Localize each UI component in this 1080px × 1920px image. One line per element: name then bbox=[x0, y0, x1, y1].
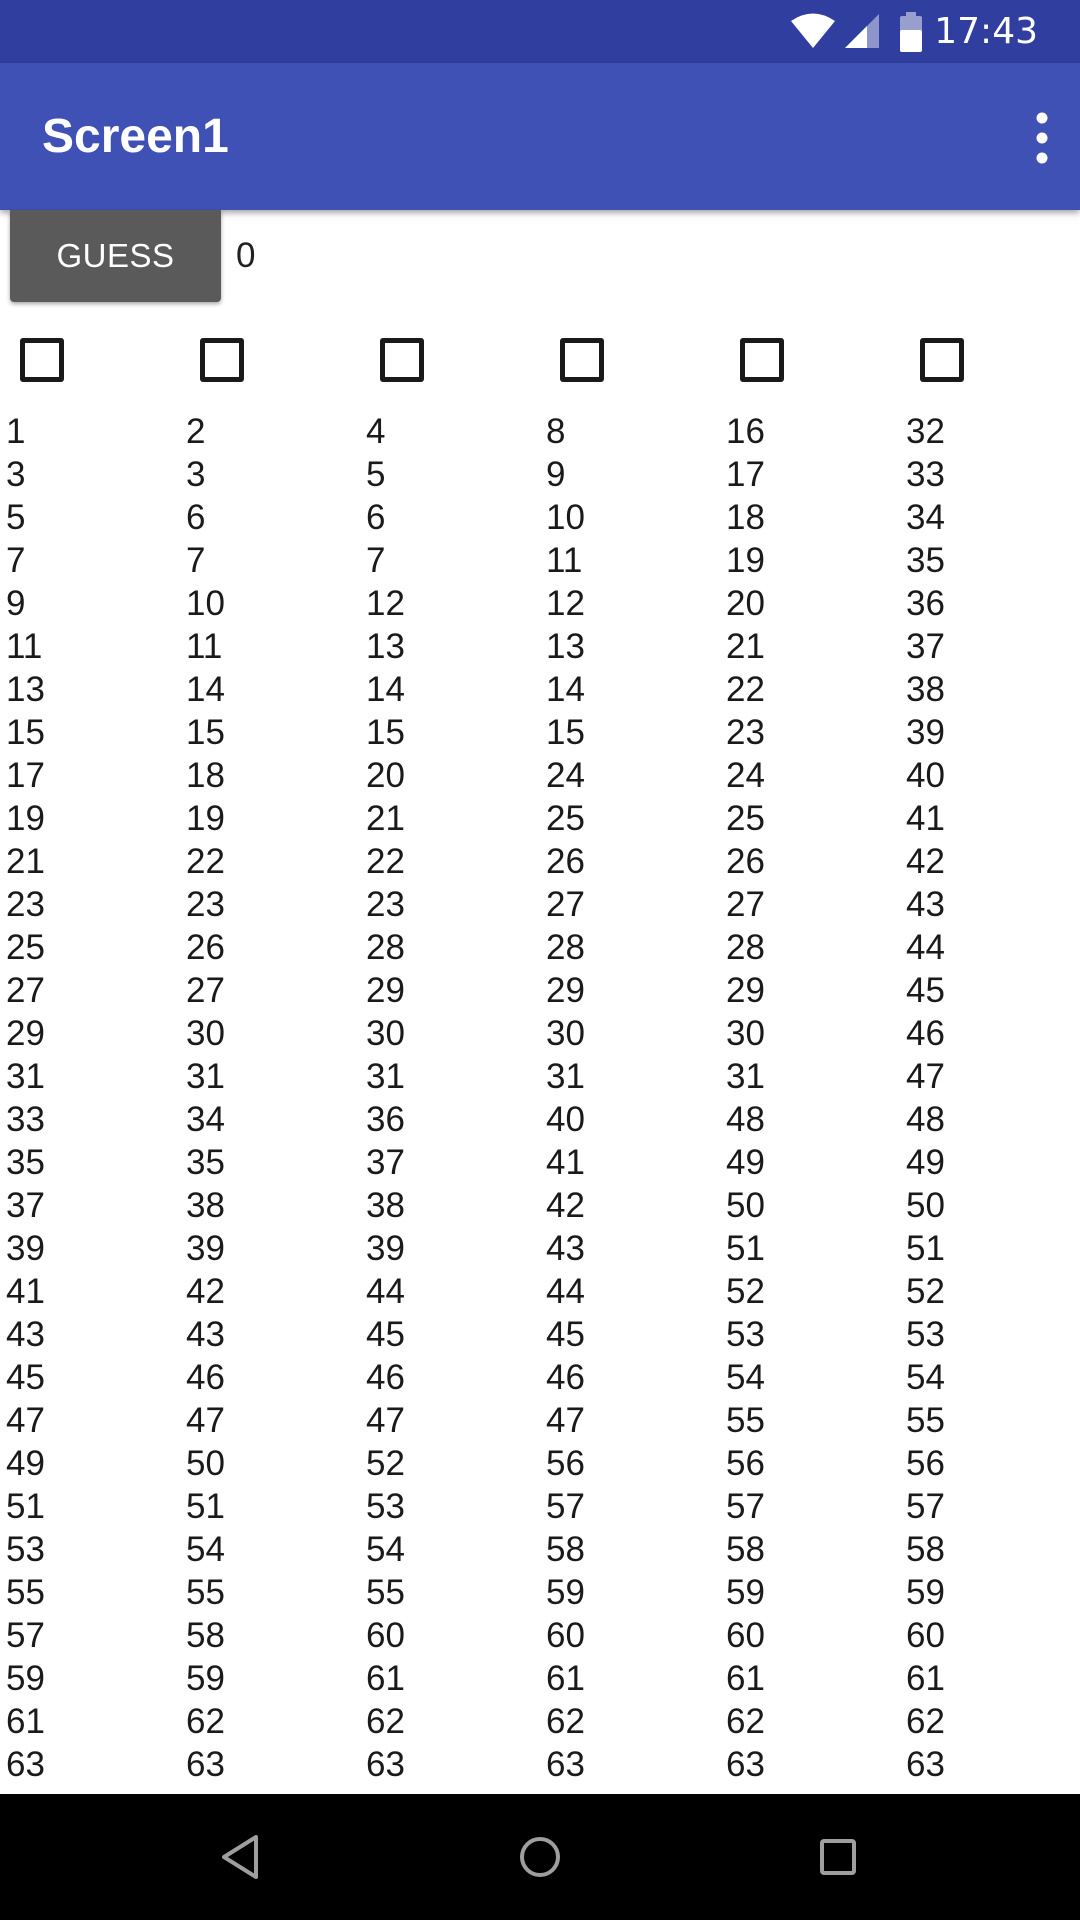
number-cell: 22 bbox=[726, 670, 765, 709]
number-cell: 51 bbox=[6, 1487, 45, 1526]
number-cell: 47 bbox=[6, 1401, 45, 1440]
number-cell: 29 bbox=[366, 971, 405, 1010]
number-cell: 29 bbox=[6, 1014, 45, 1053]
checkbox-column-3[interactable] bbox=[380, 338, 424, 382]
number-cell: 10 bbox=[546, 498, 585, 537]
battery-icon bbox=[898, 12, 924, 52]
number-cell: 48 bbox=[726, 1100, 765, 1139]
number-cell: 18 bbox=[726, 498, 765, 537]
number-cell: 54 bbox=[906, 1358, 945, 1397]
number-cell: 21 bbox=[726, 627, 765, 666]
number-cell: 39 bbox=[366, 1229, 405, 1268]
number-cell: 35 bbox=[186, 1143, 225, 1182]
number-cell: 45 bbox=[6, 1358, 45, 1397]
number-cell: 43 bbox=[6, 1315, 45, 1354]
number-cell: 23 bbox=[366, 885, 405, 924]
number-cell: 39 bbox=[906, 713, 945, 752]
number-cell: 45 bbox=[366, 1315, 405, 1354]
number-cell: 11 bbox=[546, 541, 583, 580]
number-cell: 22 bbox=[366, 842, 405, 881]
back-button[interactable] bbox=[211, 1827, 271, 1887]
number-cell: 53 bbox=[726, 1315, 765, 1354]
number-cell: 55 bbox=[906, 1401, 945, 1440]
number-cell: 22 bbox=[186, 842, 225, 881]
checkbox-column-4[interactable] bbox=[560, 338, 604, 382]
number-cell: 47 bbox=[186, 1401, 225, 1440]
number-cell: 63 bbox=[186, 1745, 225, 1784]
overflow-menu-icon bbox=[1012, 93, 1072, 183]
number-cell: 37 bbox=[6, 1186, 45, 1225]
number-cell: 30 bbox=[186, 1014, 225, 1053]
number-cell: 32 bbox=[906, 412, 945, 451]
number-cell: 59 bbox=[726, 1573, 765, 1612]
number-cell: 42 bbox=[186, 1272, 225, 1311]
number-cell: 60 bbox=[366, 1616, 405, 1655]
guess-button[interactable]: GUESS bbox=[10, 210, 221, 302]
number-cell: 27 bbox=[546, 885, 585, 924]
number-cell: 33 bbox=[906, 455, 945, 494]
number-cell: 60 bbox=[726, 1616, 765, 1655]
number-cell: 12 bbox=[366, 584, 405, 623]
number-cell: 60 bbox=[546, 1616, 585, 1655]
number-column-4 bbox=[546, 410, 706, 1786]
number-cell: 7 bbox=[366, 541, 386, 580]
number-cell: 56 bbox=[726, 1444, 765, 1483]
number-cell: 17 bbox=[726, 455, 765, 494]
number-cell: 36 bbox=[366, 1100, 405, 1139]
number-cell: 49 bbox=[726, 1143, 765, 1182]
number-cell: 15 bbox=[366, 713, 405, 752]
number-cell: 8 bbox=[546, 412, 566, 451]
number-cell: 3 bbox=[6, 455, 26, 494]
number-cell: 56 bbox=[546, 1444, 585, 1483]
number-column-6 bbox=[906, 410, 1066, 1786]
number-cell: 56 bbox=[906, 1444, 945, 1483]
number-cell: 50 bbox=[186, 1444, 225, 1483]
back-icon bbox=[211, 1827, 271, 1887]
number-cell: 16 bbox=[726, 412, 765, 451]
number-cell: 25 bbox=[6, 928, 45, 967]
number-cell: 1 bbox=[6, 412, 26, 451]
number-cell: 62 bbox=[546, 1702, 585, 1741]
number-column-2 bbox=[186, 410, 346, 1786]
number-cell: 19 bbox=[186, 799, 225, 838]
number-cell: 41 bbox=[6, 1272, 45, 1311]
number-column-3 bbox=[366, 410, 526, 1786]
status-bar bbox=[0, 0, 1080, 63]
number-cell: 13 bbox=[6, 670, 45, 709]
number-cell: 35 bbox=[6, 1143, 45, 1182]
number-cell: 59 bbox=[546, 1573, 585, 1612]
number-cell: 15 bbox=[546, 713, 585, 752]
number-cell: 53 bbox=[906, 1315, 945, 1354]
number-cell: 54 bbox=[186, 1530, 225, 1569]
number-cell: 59 bbox=[186, 1659, 225, 1698]
number-cell: 34 bbox=[186, 1100, 225, 1139]
number-cell: 49 bbox=[906, 1143, 945, 1182]
number-cell: 58 bbox=[186, 1616, 225, 1655]
number-cell: 7 bbox=[186, 541, 206, 580]
number-cell: 5 bbox=[366, 455, 386, 494]
number-cell: 60 bbox=[906, 1616, 945, 1655]
number-cell: 27 bbox=[726, 885, 765, 924]
number-cell: 43 bbox=[906, 885, 945, 924]
number-cell: 59 bbox=[906, 1573, 945, 1612]
number-cell: 3 bbox=[186, 455, 206, 494]
overflow-menu-button[interactable] bbox=[1012, 93, 1072, 183]
number-cell: 15 bbox=[6, 713, 45, 752]
home-icon bbox=[510, 1827, 570, 1887]
number-cell: 47 bbox=[546, 1401, 585, 1440]
number-cell: 47 bbox=[366, 1401, 405, 1440]
number-cell: 9 bbox=[546, 455, 566, 494]
recents-icon bbox=[808, 1827, 868, 1887]
number-cell: 2 bbox=[186, 412, 206, 451]
recents-button[interactable] bbox=[808, 1827, 868, 1887]
number-cell: 45 bbox=[546, 1315, 585, 1354]
number-cell: 28 bbox=[546, 928, 585, 967]
number-cell: 46 bbox=[546, 1358, 585, 1397]
number-cell: 53 bbox=[6, 1530, 45, 1569]
number-cell: 33 bbox=[6, 1100, 45, 1139]
number-cell: 31 bbox=[6, 1057, 45, 1096]
number-cell: 23 bbox=[726, 713, 765, 752]
number-cell: 23 bbox=[6, 885, 45, 924]
number-cell: 13 bbox=[546, 627, 585, 666]
number-cell: 42 bbox=[546, 1186, 585, 1225]
number-cell: 63 bbox=[546, 1745, 585, 1784]
number-cell: 6 bbox=[186, 498, 206, 537]
number-cell: 37 bbox=[906, 627, 945, 666]
number-cell: 43 bbox=[546, 1229, 585, 1268]
number-cell: 35 bbox=[906, 541, 945, 580]
number-cell: 15 bbox=[186, 713, 225, 752]
number-cell: 21 bbox=[6, 842, 45, 881]
number-cell: 58 bbox=[546, 1530, 585, 1569]
number-cell: 57 bbox=[906, 1487, 945, 1526]
number-cell: 27 bbox=[186, 971, 225, 1010]
number-cell: 31 bbox=[366, 1057, 405, 1096]
number-cell: 46 bbox=[906, 1014, 945, 1053]
number-cell: 38 bbox=[366, 1186, 405, 1225]
number-cell: 25 bbox=[726, 799, 765, 838]
number-cell: 14 bbox=[366, 670, 405, 709]
number-cell: 47 bbox=[906, 1057, 945, 1096]
number-cell: 54 bbox=[726, 1358, 765, 1397]
number-cell: 37 bbox=[366, 1143, 405, 1182]
navigation-bar bbox=[0, 1794, 1080, 1920]
checkbox-column-1[interactable] bbox=[20, 338, 64, 382]
number-cell: 14 bbox=[186, 670, 225, 709]
number-cell: 5 bbox=[6, 498, 26, 537]
number-cell: 44 bbox=[366, 1272, 405, 1311]
number-cell: 61 bbox=[366, 1659, 405, 1698]
number-cell: 13 bbox=[366, 627, 405, 666]
number-cell: 19 bbox=[6, 799, 45, 838]
number-cell: 26 bbox=[186, 928, 225, 967]
number-cell: 28 bbox=[366, 928, 405, 967]
checkbox-column-2[interactable] bbox=[200, 338, 244, 382]
number-cell: 48 bbox=[906, 1100, 945, 1139]
number-cell: 10 bbox=[186, 584, 225, 623]
number-cell: 31 bbox=[546, 1057, 585, 1096]
number-cell: 57 bbox=[6, 1616, 45, 1655]
number-cell: 42 bbox=[906, 842, 945, 881]
number-cell: 31 bbox=[186, 1057, 225, 1096]
checkbox-column-5[interactable] bbox=[740, 338, 784, 382]
home-button[interactable] bbox=[510, 1827, 570, 1887]
number-cell: 61 bbox=[906, 1659, 945, 1698]
number-cell: 55 bbox=[6, 1573, 45, 1612]
number-cell: 63 bbox=[6, 1745, 45, 1784]
number-cell: 36 bbox=[906, 584, 945, 623]
number-cell: 49 bbox=[6, 1444, 45, 1483]
number-cell: 52 bbox=[726, 1272, 765, 1311]
number-cell: 39 bbox=[186, 1229, 225, 1268]
number-cell: 51 bbox=[186, 1487, 225, 1526]
number-cell: 29 bbox=[546, 971, 585, 1010]
number-cell: 41 bbox=[906, 799, 945, 838]
number-cell: 62 bbox=[726, 1702, 765, 1741]
number-cell: 6 bbox=[366, 498, 386, 537]
number-cell: 40 bbox=[546, 1100, 585, 1139]
number-cell: 39 bbox=[6, 1229, 45, 1268]
signal-icon bbox=[843, 12, 881, 50]
number-cell: 11 bbox=[186, 627, 223, 666]
number-cell: 25 bbox=[546, 799, 585, 838]
number-cell: 44 bbox=[546, 1272, 585, 1311]
number-cell: 55 bbox=[186, 1573, 225, 1612]
number-cell: 20 bbox=[366, 756, 405, 795]
status-time: 17:43 bbox=[934, 11, 1038, 52]
number-cell: 28 bbox=[726, 928, 765, 967]
number-cell: 55 bbox=[366, 1573, 405, 1612]
number-cell: 58 bbox=[726, 1530, 765, 1569]
number-cell: 4 bbox=[366, 412, 386, 451]
number-cell: 62 bbox=[186, 1702, 225, 1741]
number-cell: 63 bbox=[726, 1745, 765, 1784]
app-bar bbox=[0, 63, 1080, 210]
number-cell: 38 bbox=[186, 1186, 225, 1225]
number-cell: 45 bbox=[906, 971, 945, 1010]
number-cell: 30 bbox=[726, 1014, 765, 1053]
number-cell: 17 bbox=[6, 756, 45, 795]
number-cell: 62 bbox=[366, 1702, 405, 1741]
number-cell: 20 bbox=[726, 584, 765, 623]
number-cell: 50 bbox=[726, 1186, 765, 1225]
number-cell: 55 bbox=[726, 1401, 765, 1440]
number-cell: 24 bbox=[726, 756, 765, 795]
number-cell: 54 bbox=[366, 1530, 405, 1569]
number-cell: 31 bbox=[726, 1057, 765, 1096]
number-cell: 53 bbox=[366, 1487, 405, 1526]
number-cell: 59 bbox=[6, 1659, 45, 1698]
number-cell: 52 bbox=[906, 1272, 945, 1311]
number-cell: 62 bbox=[906, 1702, 945, 1741]
number-cell: 57 bbox=[726, 1487, 765, 1526]
number-cell: 24 bbox=[546, 756, 585, 795]
number-cell: 9 bbox=[6, 584, 26, 623]
number-cell: 50 bbox=[906, 1186, 945, 1225]
number-cell: 61 bbox=[6, 1702, 45, 1741]
number-cell: 63 bbox=[366, 1745, 405, 1784]
number-cell: 12 bbox=[546, 584, 585, 623]
number-cell: 26 bbox=[546, 842, 585, 881]
number-cell: 23 bbox=[186, 885, 225, 924]
number-cell: 43 bbox=[186, 1315, 225, 1354]
number-cell: 7 bbox=[6, 541, 26, 580]
number-column-1 bbox=[6, 410, 166, 1786]
number-cell: 21 bbox=[366, 799, 405, 838]
number-cell: 26 bbox=[726, 842, 765, 881]
number-cell: 27 bbox=[6, 971, 45, 1010]
number-cell: 58 bbox=[906, 1530, 945, 1569]
number-cell: 63 bbox=[906, 1745, 945, 1784]
number-cell: 46 bbox=[366, 1358, 405, 1397]
number-cell: 11 bbox=[6, 627, 43, 666]
number-cell: 61 bbox=[546, 1659, 585, 1698]
wifi-icon bbox=[790, 12, 836, 50]
number-cell: 29 bbox=[726, 971, 765, 1010]
number-cell: 14 bbox=[546, 670, 585, 709]
number-column-5 bbox=[726, 410, 886, 1786]
number-cell: 18 bbox=[186, 756, 225, 795]
number-cell: 19 bbox=[726, 541, 765, 580]
guess-value: 0 bbox=[236, 236, 256, 275]
number-cell: 51 bbox=[726, 1229, 765, 1268]
number-cell: 46 bbox=[186, 1358, 225, 1397]
page-title: Screen1 bbox=[42, 110, 229, 163]
number-cell: 30 bbox=[546, 1014, 585, 1053]
number-cell: 34 bbox=[906, 498, 945, 537]
number-cell: 38 bbox=[906, 670, 945, 709]
number-cell: 40 bbox=[906, 756, 945, 795]
number-cell: 30 bbox=[366, 1014, 405, 1053]
number-cell: 52 bbox=[366, 1444, 405, 1483]
checkbox-column-6[interactable] bbox=[920, 338, 964, 382]
number-cell: 51 bbox=[906, 1229, 945, 1268]
number-cell: 61 bbox=[726, 1659, 765, 1698]
number-cell: 41 bbox=[546, 1143, 585, 1182]
number-cell: 57 bbox=[546, 1487, 585, 1526]
number-cell: 44 bbox=[906, 928, 945, 967]
